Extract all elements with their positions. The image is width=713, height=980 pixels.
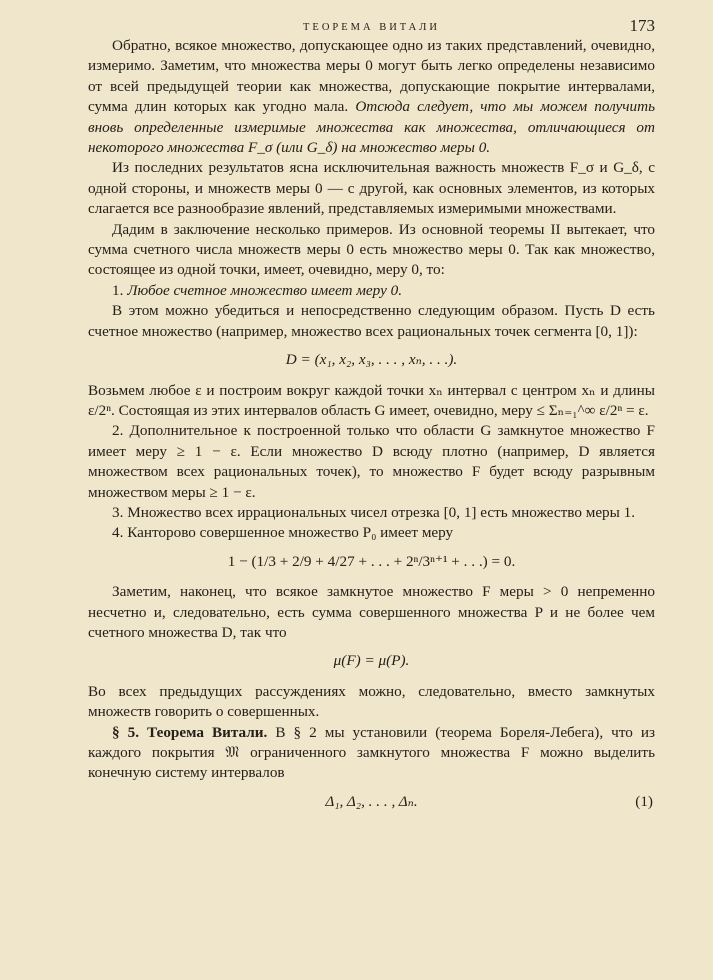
paragraph-1-text: Обратно, всякое множество, допускающее одно из таких представлений, очевидно, измеримо. Заметим, что множества меры 0 могут быть легко определены независимо от всей предыдущей теории как множества, допускающие покрытие интервалами, сумма длин которых как угодно мала. (88, 37, 655, 116)
page-header (88, 10, 655, 36)
paragraph-6: Заметим, наконец, что всякое замкнутое множество F меры > 0 непременно несчетно и, следовательно, есть сумма совершенного множества P и не более чем счетного множества D, так что (88, 583, 655, 641)
page-number: 173 (629, 16, 655, 35)
paragraph-4: В этом можно убедиться и непосредственно следующим образом. Пусть D есть счетное множество (например, множество всех рациональных точек сегмента [0, 1]): (88, 302, 655, 340)
formula-intervals-body: Δ₁, Δ₂, . . . , Δₙ. (325, 792, 418, 810)
paragraph-5: Возьмем любое ε и построим вокруг каждой точки xₙ интервал с центром xₙ и длины ε/2ⁿ. Состоящая из этих интервалов область G имеет, очевидно, меру ≤ Σₙ₌₁^∞ ε/2ⁿ = ε. (88, 381, 655, 419)
list-item-1-statement: Любое счетное множество имеет меру 0. (127, 281, 402, 299)
list-item-3: 3. Множество всех иррациональных чисел отрезка [0, 1] есть множество меры 1. (112, 503, 636, 521)
list-item-2: 2. Дополнительное к построенной только что области G замкнутое множество F имеет меру ≥ 1 − ε. Если множество D всюду плотно (например, D является множеством всех рациональных точек), то множество F будет всюду разрывным множеством меры ≥ 1 − ε. (88, 422, 655, 501)
running-title: ТЕОРЕМА ВИТАЛИ (303, 22, 440, 33)
list-item-1-number: 1. (112, 281, 128, 299)
paragraph-1-emphasis: Отсюда следует, что мы можем получить вновь определенные измеримые множества как множества, отличающиеся от некоторого множества F_σ (или G_δ) на множество меры 0. (88, 98, 655, 157)
paragraph-7: Во всех предыдущих рассуждениях можно, следовательно, вместо замкнутых множеств говорить о совершенных. (88, 682, 655, 721)
paragraph-2: Из последних результатов ясна исключительная важность множеств F_σ и G_δ, с одной стороны, и множеств меры 0 — с другой, как основных элементов, из которых слагается все разнообразие явлений, представляемых измеримыми множествами. (88, 159, 655, 218)
paragraph-3: Дадим в заключение несколько примеров. Из основной теоремы II вытекает, что сумма счетного числа множеств меры 0 есть множество меры 0. Так как множество, состоящее из одной точки, имеет, очевидно, меру 0, то: (88, 220, 655, 279)
equation-number: (1) (635, 792, 653, 810)
paragraph-1 (88, 36, 655, 158)
list-item-1 (88, 281, 655, 301)
formula-measure-equality: μ(F) = μ(P). (333, 652, 410, 670)
formula-countable-set: D = (x₁, x₂, x₃, . . . , xₙ, . . .). (285, 351, 458, 369)
list-item-4: 4. Канторово совершенное множество P₀ имеет меру (112, 524, 454, 542)
section-title: § 5. Теорема Витали. (112, 723, 268, 741)
formula-cantor-measure: 1 − (1/3 + 2/9 + 4/27 + . . . + 2ⁿ/3ⁿ⁺¹ + . . .) = 0. (227, 552, 516, 570)
formula-intervals (88, 792, 655, 812)
section-5-paragraph (88, 723, 655, 784)
section-5-text: В § 2 мы установили (теорема Бореля-Лебега), что из каждого покрытия 𝔐 ограниченного замкнутого множества F можно выделить конечную систему интервалов (88, 723, 655, 782)
page-body (88, 36, 655, 812)
